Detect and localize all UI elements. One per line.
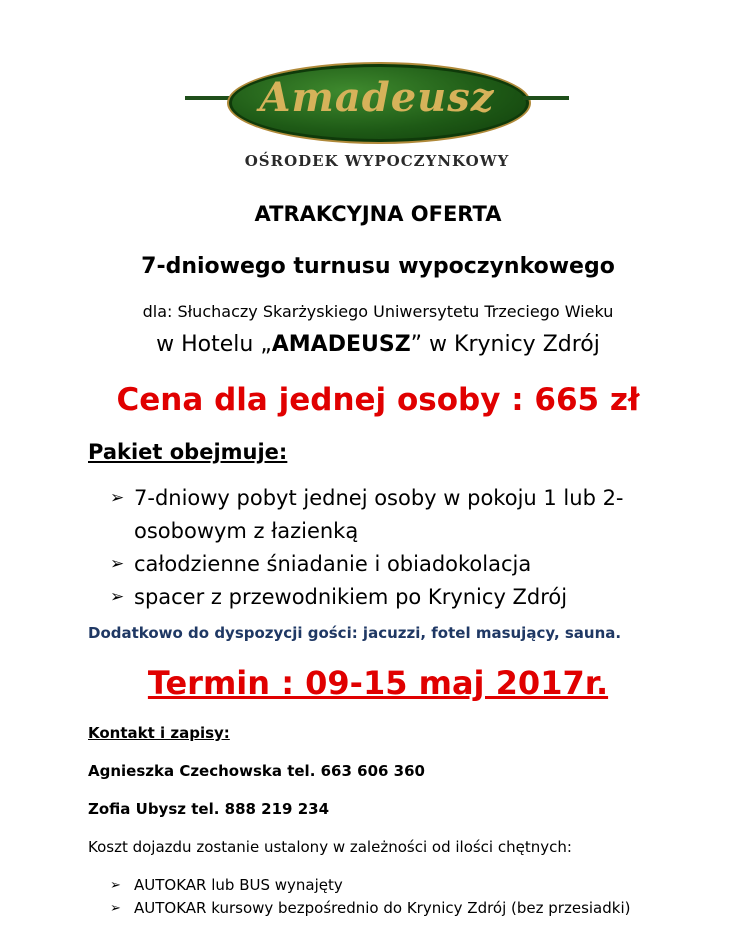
contact-person-2: Zofia Ubysz tel. 888 219 234: [88, 800, 330, 818]
term-dates: Termin : 09-15 maj 2017r.: [147, 664, 609, 702]
list-item: [110, 548, 670, 581]
arrow-bullet-icon: ➢: [110, 554, 125, 574]
hotel-prefix: w Hotelu „: [156, 332, 272, 357]
list-item: [110, 581, 670, 614]
package-list: [110, 482, 670, 614]
arrow-bullet-icon: ➢: [110, 488, 125, 508]
arrow-bullet-icon: ➢: [110, 878, 121, 893]
list-item-text: AUTOKAR lub BUS wynajęty: [134, 876, 343, 894]
offer-subtitle: 7-dniowego turnusu wypoczynkowego: [141, 254, 615, 279]
list-item-text: AUTOKAR kursowy bezpośrednio do Krynicy Zdrój (bez przesiadki): [134, 899, 631, 917]
amadeusz-logo: [185, 52, 575, 182]
list-item-text: całodzienne śniadanie i obiadokolacja: [134, 552, 532, 576]
arrow-bullet-icon: ➢: [110, 901, 121, 916]
logo-name: Amadeusz: [259, 74, 495, 121]
contact-person-1: Agnieszka Czechowska tel. 663 606 360: [88, 762, 425, 780]
list-item: [110, 874, 710, 897]
hotel-suffix: ” w Krynicy Zdrój: [410, 332, 600, 357]
audience-line: dla: Słuchaczy Skarżyskiego Uniwersytetu Trzeciego Wieku: [142, 302, 614, 321]
travel-cost-note: Koszt dojazdu zostanie ustalony w zależności od ilości chętnych:: [88, 838, 572, 856]
logo-subtitle: OŚRODEK WYPOCZYNKOWY: [244, 152, 510, 170]
price-line: Cena dla jednej osoby : 665 zł: [116, 382, 640, 418]
offer-title: ATRAKCYJNA OFERTA: [254, 202, 502, 226]
extra-amenities: Dodatkowo do dyspozycji gości: jacuzzi, fotel masujący, sauna.: [88, 624, 622, 642]
hotel-name: AMADEUSZ: [271, 332, 411, 357]
package-heading: Pakiet obejmuje:: [88, 440, 288, 464]
arrow-bullet-icon: ➢: [110, 587, 125, 607]
list-item-text: 7-dniowy pobyt jednej osoby w pokoju 1 lub 2-osobowym z łazienką: [134, 486, 624, 543]
logo-left-line: [185, 96, 231, 100]
list-item-text: spacer z przewodnikiem po Krynicy Zdrój: [134, 585, 568, 609]
list-item: [110, 482, 670, 548]
contact-heading: Kontakt i zapisy:: [88, 724, 230, 742]
logo-right-line: [523, 96, 569, 100]
hotel-line: [0, 332, 756, 357]
transport-list: [110, 874, 710, 920]
list-item: [110, 897, 710, 920]
